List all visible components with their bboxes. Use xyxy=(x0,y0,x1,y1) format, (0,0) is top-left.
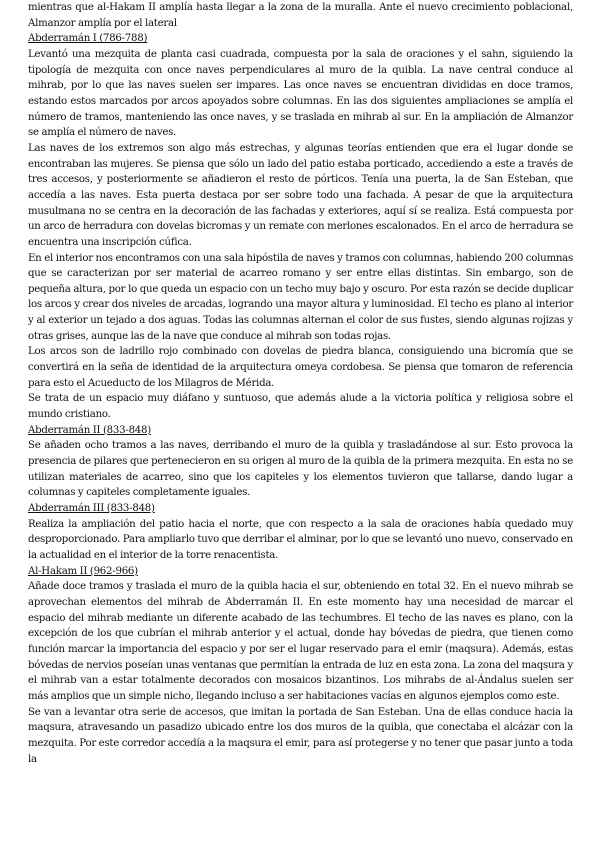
paragraph: Se añaden ocho tramos a las naves, derribando el muro de la quibla y trasladándose al sur. Esto provoca la presencia de pilares que pertenecieron en su origen al muro de la quibla de la primera mezquita. En esta no se utilizan materiales de acarreo, sino que los capiteles y los elementos tuvieron que tallarse, dando lugar a columnas y capiteles completamente iguales. xyxy=(28,440,573,499)
section-heading-abderraman-iii: Abderramán III (833-848) xyxy=(28,503,155,514)
paragraph: En el interior nos encontramos con una sala hipóstila de naves y tramos con columnas, habiendo 200 columnas que se caracterizan por ser material de acarreo romano y ser entre ellas distintas. Sin embargo, son de pequeña altura, por lo que queda un espacio con un techo muy bajo y oscuro. Por esta razón se decide duplicar los arcos y crear dos niveles de arcadas, logrando una mayor altura y luminosidad. El techo es plano al interior y al exterior un tejado a dos aguas. Todas las columnas alternan el color de sus fustes, siendo algunas rojizas y otras grises, aunque las de la nave que conduce al mihrab son todas rojas. xyxy=(28,252,573,342)
paragraph-truncated: Se van a levantar otra serie de accesos, que imitan la portada de San Esteban. Una de ellas conduce hacia la maqsura, atravesando un pasadizo ubicado entre los dos muros de la quibla, que conectaba el alcázar con la mezquita. Por este corredor accedía a la maqsura el emir, para así protegerse y no tener que pasar junto a toda la xyxy=(28,706,573,765)
paragraph: Los arcos son de ladrillo rojo combinado con dovelas de piedra blanca, consiguiendo una bicromía que se convertirá en la seña de identidad de la arquitectura omeya cordobesa. Se piensa que tomaron de referencia para esto el Acueducto de los Milagros de Mérida. xyxy=(28,346,573,389)
paragraph: Se trata de un espacio muy diáfano y suntuoso, que además alude a la victoria política y religiosa sobre el mundo cristiano. xyxy=(28,393,573,421)
section-heading-al-hakam-ii: Al-Hakam II (962-966) xyxy=(28,565,138,577)
paragraph: Realiza la ampliación del patio hacia el norte, que con respecto a la sala de oraciones había quedado muy desproporcionado. Para ampliarlo tuvo que derribar el alminar, por lo que se levantó uno nuevo, conservado en la actualidad en el interior de la torre renacentista. xyxy=(28,518,573,561)
paragraph-continuation: mientras que al-Hakam II amplía hasta llegar a la zona de la muralla. Ante el nuevo crecimiento poblacional, Almanzor amplía por el lateral xyxy=(28,2,573,29)
section-heading-abderraman-ii: Abderramán II (833-848) xyxy=(28,424,151,436)
paragraph: Las naves de los extremos son algo más estrechas, y algunas teorías entienden que era el lugar donde se encontraban las mujeres. Se piensa que sólo un lado del patio estaba porticado, accediendo a este a través de tres accesos, y posteriormente se añadieron el resto de pórticos. Tenía una puerta, la de San Esteban, que accedía a las naves. Esta puerta destaca por ser sobre todo una fachada. A pesar de que la arquitectura musulmana no se centra en la decoración de las fachadas y exteriores, aquí sí se realiza. Está compuesta por un arco de herradura con dovelas bicromas y un remate con merlones escalonados. En el arco de herradura se encuentra una inscripción cúfica. xyxy=(28,142,573,248)
paragraph: Levantó una mezquita de planta casi cuadrada, compuesta por la sala de oraciones y el sahn, siguiendo la tipología de mezquita con once naves perpendiculares al muro de la quibla. La nave central conduce al mihrab, por lo que las naves suelen ser impares. Las once naves se encuentran divididas en doce tramos, estando estos marcados por arcos apoyados sobre columnas. En las dos siguientes ampliaciones se amplía el número de tramos, manteniendo las once naves, y se traslada en mihrab al sur. En la ampliación de Almanzor se amplía el número de naves. xyxy=(28,48,573,139)
section-heading-abderraman-i: Abderramán I (786-788) xyxy=(28,33,148,45)
paragraph: Añade doce tramos y traslada el muro de la quibla hacia el sur, obteniendo en total 32. En el nuevo mihrab se aprovechan elementos del mihrab de Abderramán II. En este momento hay una necesidad de marcar el espacio del mihrab mediante un diferente acabado de las techumbres. El techo de las naves es plano, con la excepción de los que cubrían el mihrab anterior y el actual, donde hay bóvedas de piedra, que tienen como función marcar la importancia del espacio y por ser el lugar reservado para el emir (maqsura). Además, estas bóvedas de nervios poseían unas ventanas que permitían la entrada de luz en esta zona. La zona del maqsura y el mihrab van a estar totalmente decorados con mosaicos bizantinos. Los mihrabs de al-Ándalus suelen ser más amplios que un simple nicho, llegando incluso a ser habitaciones vacías en algunos ejemplos como este. xyxy=(28,581,573,702)
